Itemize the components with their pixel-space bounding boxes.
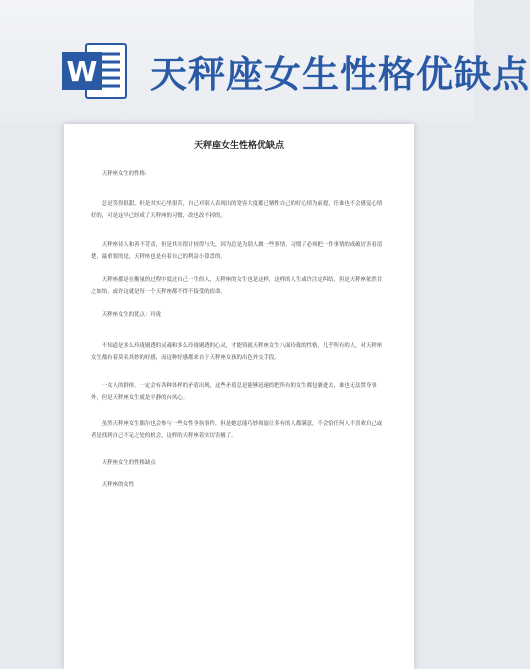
document-page [64,124,414,669]
banner-title: 天秤座女生性格优缺点 [150,52,530,96]
paragraph-10: 天秤座的女性 [101,482,135,488]
paragraph-6: 不知道是多么玲珑剔透的灵魂和多么玲珑剔透的心灵，才能铸就天秤座女生八面玲珑的性格，几乎所有的人，对天秤座女生都有着莫名其妙的好感，而这种好感都来自于天秤座女孩的出色外交手段。 [91,343,383,361]
document-title: 天秤座女生性格优缺点 [193,141,284,151]
header-banner [0,0,530,122]
paragraph-3: 天秤座待人和善不苛责，但是其实很计较得与失，因为总是为别人做一些事情，习惯了必须把一件事情的成破厉害看清楚，最重要的是，天秤座也是有着自己的利益小算盘的。 [91,242,383,260]
paragraph-4: 天秤座都是在衡量的过程中度过自己一生的人，天秤座的女生也是这样，这样的人生或许注定纠结，但是天秤座依然甘之如饴，或许这就是每一个天秤座都不得不接受的宿命。 [91,277,383,295]
word-icon-letter: W [66,55,98,88]
paragraph-7: 一女人的群体，一定会有各种各样的矛盾出现，这些矛盾总是能够迅速的把所有的女生都包裹进去，谁也无法置身事外，但是天秤座女生就是平静的台风心。 [91,383,377,401]
paragraph-1: 天秤座女生的性格: [101,171,147,177]
word-document-icon [60,38,130,104]
paragraph-5: 天秤座女生的优点：玲珑 [101,312,162,318]
paragraph-8: 虽然天秤座女生偶尔也会参与一些女性争执事件，但是她总能巧妙周旋让多有的人都满意，不会恰任何人不喜欢自己或者是找到自己不足之处的机会，这样的天秤座着实厉害极了。 [91,421,383,439]
paragraph-2: 总是笑得很甜，但是其实心里很苦，自己对别人表现出的宽容大度都已牺牲自己的好心情为前提，任谁也不会感觉心情好的，可是这早已经成了天秤座的习惯，改也改不掉的。 [91,201,383,219]
paragraph-9: 天秤座女生的性格缺点 [101,460,156,466]
